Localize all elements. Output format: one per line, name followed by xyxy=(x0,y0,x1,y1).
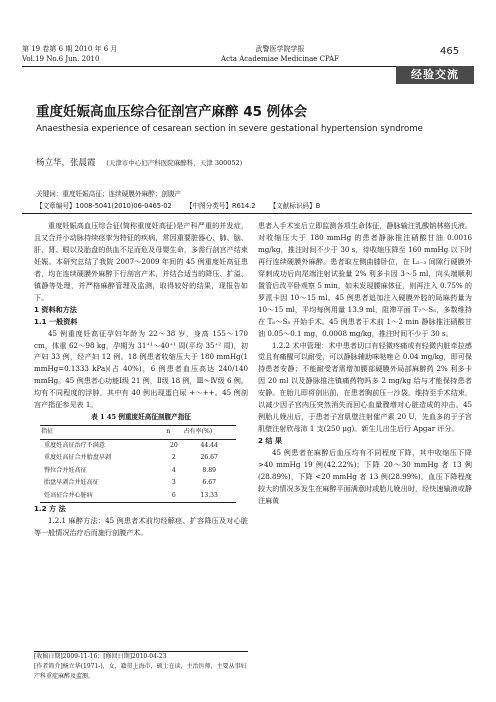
table-row xyxy=(40,490,236,503)
table-cell: 3 xyxy=(171,479,176,487)
intro-paragraph: 重度妊娠高血压综合征(简称重度妊高征)是产科严重的并发症，且又合并小动脉持续痉挛为特征的疾病，常因重要脏器心、肺、脑、肝、肾、眼以及胎盘的供血不足而危及母婴生命，多需行剖宫产结束妊娠。本研究总结了我院 2007～2009 年间的 45 例重度妊高征患者，均在连续硬膜外麻醉下行剖宫产术，并结合适当的降压、扩溢、镇静等处理，并严格麻醉管理及监测，取得较好的结果，现报告如下。 xyxy=(34,221,248,302)
table-cell: 6 xyxy=(165,490,182,503)
table-cell: 4 xyxy=(171,466,176,474)
section-heading-1: 1 资料和方法 xyxy=(34,304,77,314)
table-cell: 2 xyxy=(171,454,176,462)
table-cell: 重度妊高征治疗不满意 xyxy=(44,441,105,449)
table-cell: 44.44 xyxy=(200,441,218,449)
article-meta xyxy=(36,200,332,210)
table-header-row xyxy=(40,426,236,440)
article-number: 【文章编号】1008-5041(2010)06-0465-02 xyxy=(36,202,172,210)
issue-line-en: Vol.19 No.6 Jun. 2010 xyxy=(22,55,100,63)
journal-name xyxy=(200,44,360,64)
author-line xyxy=(36,156,242,168)
issue-line-cn: 第 19 卷第 6 期 2010 年 6 月 xyxy=(22,45,118,53)
subsection-heading-1-2: 1.2 方 法 xyxy=(34,504,66,514)
table-header-rate: 占有率(%) xyxy=(182,426,236,440)
clc-number: 【中图分类号】R614.2 xyxy=(185,202,256,210)
meta-rule xyxy=(22,213,472,214)
section-heading-2: 2 结 果 xyxy=(258,436,283,446)
table-row xyxy=(40,452,236,465)
journal-name-cn: 武警医学院学报 xyxy=(255,45,305,53)
footnote xyxy=(34,651,248,682)
document-code: 【文献标识码】B xyxy=(269,202,321,210)
table-cell: 妊高征合并心脏病 xyxy=(40,490,165,503)
affiliation: (天津市中心妇产科医院麻醉科，天津 300052) xyxy=(106,159,243,167)
authors: 杨立华，张晨霞 xyxy=(36,158,96,168)
article-title-en: Anaesthesia experience of cesarean section in severe gestational hypertension syndrome xyxy=(36,124,423,134)
method-continued-paragraph: 患者入手术室后立即监测各项生命体征，静脉输注乳酸钠林格氏液。对收缩压大于 180 mmHg 的患者静脉推注硝酸甘油 0.0016 mg/kg，推注时间不少于 30 s，待收缩压降至 160 mmHg 以下时再行连续硬膜外麻醉。患者取左侧曲膝卧位，在 L₂₋₃ 间隙行硬膜外穿刺成功后向尾端注射试验量 2% 利多卡因 3～5 ml，向头端顺利置管后改平卧观察 5 min，如未发现腰麻体征，则再注入 0.75% 的罗派卡因 10～15 ml。45 例患者追加注入硬膜外腔的局麻药量为 10～15 ml，平均每例用量 13.9 ml，阻滞平面 T₇～S₅，多数维持在 T₆～S₅ 开始手术。45 例患者于术前 1～2 min 静脉推注硝酸甘油 0.05～0.1 mg，0.0008 mg/kg，推注时间不少于 30 s。 xyxy=(258,221,472,338)
right-column xyxy=(258,220,472,507)
table-cell: 6.67 xyxy=(202,479,216,487)
table-row xyxy=(40,439,236,452)
table-header-indication: 指征 xyxy=(40,426,165,440)
intraop-management-paragraph: 1.2.2 术中管理：术中患者切口有轻微疼痛或有轻微内脏牵拉感觉且有痛醒可以耐受，可以静脉辅助咪哒唑仑 0.04 mg/kg，即可保持患者安静；不能耐受者需增加腰部硬膜外局部麻醉药 2% 利多卡因 20 ml 以及静脉推注镇痛药物吗多 2 mg/kg 给与才能保持患者安静。在胎儿即将剖出前，在患者胸前压一沙袋，维持至手术结束，以减少因子宫内压突然消失而回心血量骤增对心脏造成的冲击。45 例胎儿娩出后，于患者子宫肌壁注射催产素 20 U，先血多的于子宫肌壁注射欣母沛 1 支(250 μg)。新生儿出生后行 Apgar 评分。 xyxy=(258,340,472,434)
section-badge: 经验交流 xyxy=(396,66,474,84)
general-data-paragraph: 45 例重度妊高征孕妇年龄为 22～38 岁，身高 155～170 cm，体重 62～98 kg，孕期为 31⁺¹～40⁺¹ 周(平均 35⁺² 周)，初产妇 33 例，经产妇 12 例。18 例患者收缩压大于 180 mmHg(1 mmHg=0.1333 kPa)(占 40%)，6 例患者血压高达 240/140 mmHg。45 例患者心功能Ⅰ级 21 例，Ⅱ级 18 例，Ⅲ～Ⅳ级 6 例。均有不同程度的浮肿，其中有 40 例出现蛋白尿 +～++。45 例剖宫产指征参见表 1。 xyxy=(34,328,248,410)
table-cell: 26.67 xyxy=(200,454,218,462)
indications-table xyxy=(40,425,236,503)
table-cell: 臀位合并妊高征 xyxy=(44,466,87,474)
table-caption: 表 1 45 例重度妊高征剖腹产指征 xyxy=(91,413,191,422)
received-date: [收稿日期]2009-11-16；[修回日期]2010-04-23 xyxy=(34,653,167,660)
results-paragraph: 45 例患者在麻醉后血压均有不同程度下降，其中收缩压下降 >40 mmHg 19 例(42.22%)；下降 20～30 mmHg 者 13 例(28.89%)，下降 <20 mmHg 者 13 例(28.99%)。血压下降程度较大的情况多发生在麻醉平面满意时或胎儿娩出时，经快速输液或静注麻黄 xyxy=(258,448,472,505)
journal-name-en: Acta Academiae Medicinae CPAF xyxy=(221,55,339,63)
author-bio: [作者简介]杨立华(1971-)，女，籍贯上海市，硕士在读，主治医师，主要从事妇产科重症麻醉及监测。 xyxy=(34,663,247,680)
anesthesia-method-paragraph: 1.2.1 麻醉方法：45 例患者术前均经解痉、扩容降压及对心脏等一般情况治疗后而施行剖腹产术。 xyxy=(34,516,248,538)
article-title: 重度妊娠高血压综合征剖宫产麻醉 45 例体会 xyxy=(36,104,308,120)
journal-issue-info xyxy=(22,44,117,64)
table-row xyxy=(40,477,236,490)
table-row xyxy=(40,465,236,478)
table-cell: 重度妊高征合并胎盘早剥 xyxy=(44,454,112,462)
subsection-heading-1-1: 1.1 一般资料 xyxy=(34,316,78,326)
left-column xyxy=(34,220,248,539)
page-number: 465 xyxy=(440,46,460,57)
table-cell: 13.33 xyxy=(182,490,236,503)
table-cell: 胎盘早剥合并妊高征 xyxy=(44,479,99,487)
table-cell: 20 xyxy=(169,441,178,449)
table-header-n: n xyxy=(165,426,182,440)
keywords: 关键词：重度妊娠高征；连续硬膜外麻醉；剖腹产 xyxy=(36,190,182,198)
table-cell: 8.89 xyxy=(202,466,216,474)
